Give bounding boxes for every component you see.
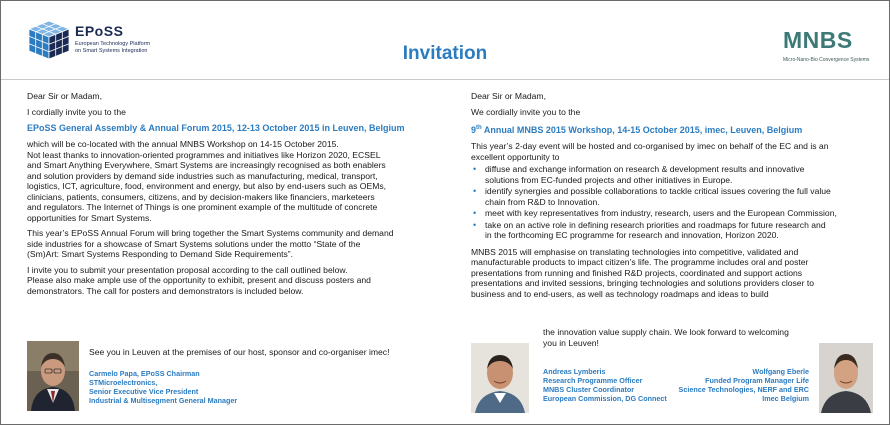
left-paragraph-2: This year’s EPoSS Annual Forum will bring together the Smart Systems community and demand side industries for a showcase of Smart Systems solutions under the motto “State of the (Sm)Art: Smart Systems Responding to Demand Side Requirements”.: [27, 228, 394, 259]
mnbs-invitation-column: [471, 91, 875, 299]
right-greeting: Dear Sir or Madam,: [471, 91, 546, 101]
bullet-icon: •: [473, 164, 477, 174]
bullet-icon: •: [473, 219, 477, 230]
left-closing: See you in Leuven at the premises of our host, sponsor and co-organiser imec!: [89, 347, 390, 357]
header-divider: [1, 79, 889, 80]
eposs-invitation-column: [27, 91, 439, 296]
left-paragraph-1: which will be co-located with the annual MNBS Workshop on 14-15 October 2015. Not least thanks to innovation-oriented programmes and initiatives like Horizon 2020, ECSEL and Smart Anything Everywhere, Smart Systems are increasingly recognised as both enablers and solution providers by demand side industries such as manufacturing, medical, transport, logistics, ICT, agriculture, food, environment and energy, but also by end-users such as OEMs, clinicians, patients, consumers, citizens, and by decision-makers like financiers, marketeers and regulators. The Internet of Things is one prominent example of the multitude of concrete opportunities for Smart Systems.: [27, 139, 387, 223]
mnbs-logo-subtitle: Micro-Nano-Bio Convergence Systems: [783, 57, 870, 63]
eposs-logo-subtitle-2: on Smart Systems Integration: [75, 48, 148, 54]
eposs-logo-subtitle-1: European Technology Platform: [75, 41, 151, 47]
bullet-icon: •: [473, 186, 477, 196]
andreas-lymberis-signature: Andreas Lymberis Research Programme Officer MNBS Cluster Coordinator European Commission, DG Connect: [543, 367, 667, 403]
eposs-logo-name: EPoSS: [75, 23, 124, 39]
opportunity-list: [471, 164, 875, 241]
mnbs-logo: [781, 27, 871, 67]
right-paragraph-1: This year’s 2-day event will be hosted and co-organised by imec on behalf of the EC and is an excellent opportunity to: [471, 141, 829, 162]
page-title: Invitation: [402, 43, 488, 64]
wolfgang-eberle-photo: [819, 343, 873, 413]
right-paragraph-2: MNBS 2015 will emphasise on translating technologies into competitive, validated and manufacturable products to impact citizen’s life. The programme includes oral and poster presentations from running and finished R&D projects, coordinated and support actions presentations and invited sessions, bringing technologies and solutions providers closer to business and to end-users, as well as technology roadmaps and ideas to build: [471, 246, 814, 299]
mnbs-event-title: 9th Annual MNBS 2015 Workshop, 14-15 October 2015, imec, Leuven, Belgium: [471, 125, 803, 135]
eposs-event-title: EPoSS General Assembly & Annual Forum 2015, 12-13 October 2015 in Leuven, Belgium: [27, 123, 405, 133]
list-item: • identify synergies and possible collaborations to tackle critical issues covering the full value chain from R&D to Innovation.: [473, 186, 831, 207]
mnbs-logo-name: MNBS: [783, 27, 853, 53]
left-greeting: Dear Sir or Madam,: [27, 91, 102, 101]
carmelo-papa-photo: [27, 341, 79, 411]
list-item: • take on an active role in defining research priorities and roadmaps for future research and in the forthcoming EC programme for research and innovation, Horizon 2020.: [473, 219, 826, 240]
andreas-lymberis-photo: [471, 343, 529, 413]
bullet-icon: •: [473, 208, 477, 218]
list-item: • diffuse and exchange information on research & development results and innovative solutions from EC-funded projects and other initiatives in Europe.: [473, 164, 805, 185]
left-intro: I cordially invite you to the: [27, 106, 126, 117]
left-paragraph-3: I invite you to submit your presentation proposal according to the call outlined below. Please also make ample use of the opportunity to exhibit, present and discuss posters and demonstrators. The call for posters and demonstrators is included below.: [27, 264, 371, 296]
carmelo-papa-signature: Carmelo Papa, EPoSS Chairman STMicroelectronics, Senior Executive Vice President Industrial & Multisegment General Manager: [89, 369, 238, 405]
list-item: • meet with key representatives from industry, research, users and the European Commission,: [473, 208, 837, 218]
header: [1, 1, 889, 79]
wolfgang-eberle-signature: Wolfgang Eberle Funded Program Manager Life Science Technologies, NERF and ERC Imec Belgium: [678, 367, 809, 403]
right-intro: We cordially invite you to the: [471, 106, 581, 117]
right-paragraph-2-tail: the innovation value supply chain. We look forward to welcoming you in Leuven!: [543, 327, 789, 348]
